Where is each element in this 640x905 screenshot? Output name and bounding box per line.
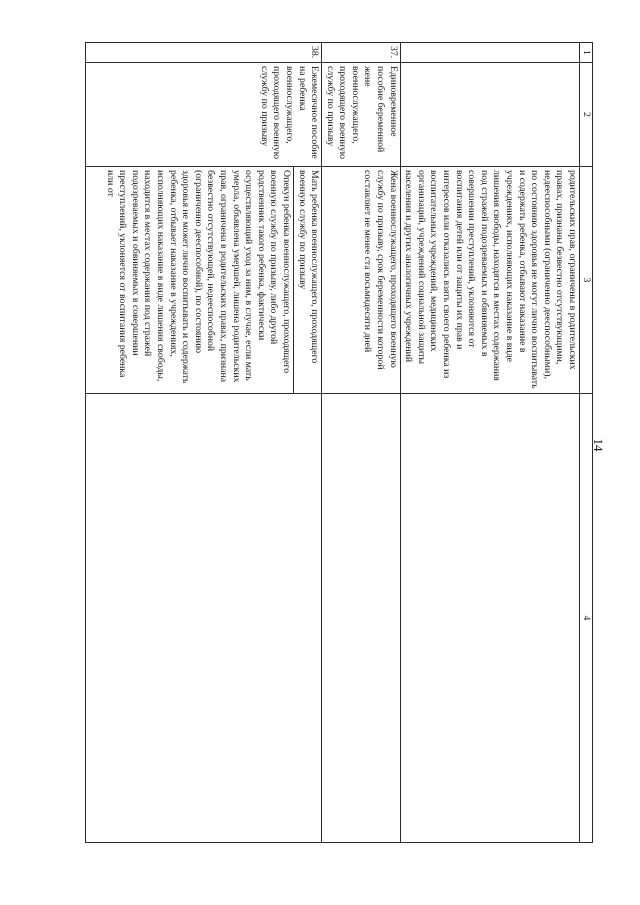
recipients-cell	[322, 167, 401, 394]
benefit-name-cell: Ежемесячное пособие на ребенка военнослужащего, проходящего военную службу по призыву	[86, 63, 322, 167]
column-header: 1	[580, 43, 593, 63]
notes-cell	[86, 394, 322, 843]
page-number: 14	[591, 438, 606, 452]
recipients-cell	[400, 167, 579, 394]
column-header: 4	[580, 394, 593, 843]
row-number-cell: 38.	[86, 43, 322, 63]
table-row	[400, 43, 579, 843]
row-number-cell: 37.	[322, 43, 401, 63]
notes-cell	[400, 394, 579, 843]
recipients-cell	[86, 167, 322, 394]
recipient-text: родительских прав, ограничены в родительских правах, признаны безвестно отсутствующими, недееспособными (ограниченно дееспособными), по состоянию здоровья не могут лично воспитывать и содержать ребенка, отбывают наказание в учреждениях, исполняющих наказание в виде лишения свободы, находятся в местах содержания под стражей подозреваемых и обвиняемых в совершении преступлений, уклоняются от воспитания детей или от защиты их прав и интересов или отказались взять своего ребенка из воспитательных учреждений, медицинских организаций, учреждений социальной защиты населения и других аналогичных учреждений	[403, 170, 578, 389]
column-header: 2	[580, 63, 593, 167]
recipient-text: Опекун ребенка военнослужащего, проходящего военную службу по призыву, либо другой родственник такого ребенка, фактически осуществляющий уход за ним, в случае, если мать умерла, объявлена умершей, лишена родительских прав, ограничена в родительских правах, признана безвестно отсутствующей, недееспособной (ограниченно дееспособной), по состоянию здоровья не может лично воспитывать и содержать ребенка, отбывает наказание в учреждениях, исполняющих наказание в виде лишения свободы, находится в местах содержания под стражей подозреваемых и обвиняемых в совершении преступлений, уклоняется от воспитания ребенка или от	[104, 170, 292, 384]
benefit-name-cell	[400, 63, 579, 167]
benefits-table	[85, 42, 593, 843]
notes-cell	[322, 394, 401, 843]
header-row	[580, 43, 593, 843]
benefit-name-cell: Единовременное пособие беременной жене военнослужащего, проходящего военную службу по призыву	[322, 63, 401, 167]
table-row	[322, 43, 401, 843]
table-row	[86, 43, 322, 843]
recipient-text: Мать ребенка военнослужащего, проходящего военную службу по призыву	[293, 167, 320, 393]
rotated-table-container	[85, 42, 593, 842]
row-number-cell	[400, 43, 579, 63]
column-header: 3	[580, 167, 593, 394]
recipient-text: Жена военнослужащего, проходящего военную службу по призыву, срок беременности которой составляет не менее ста восьмидесяти дней	[362, 170, 399, 370]
